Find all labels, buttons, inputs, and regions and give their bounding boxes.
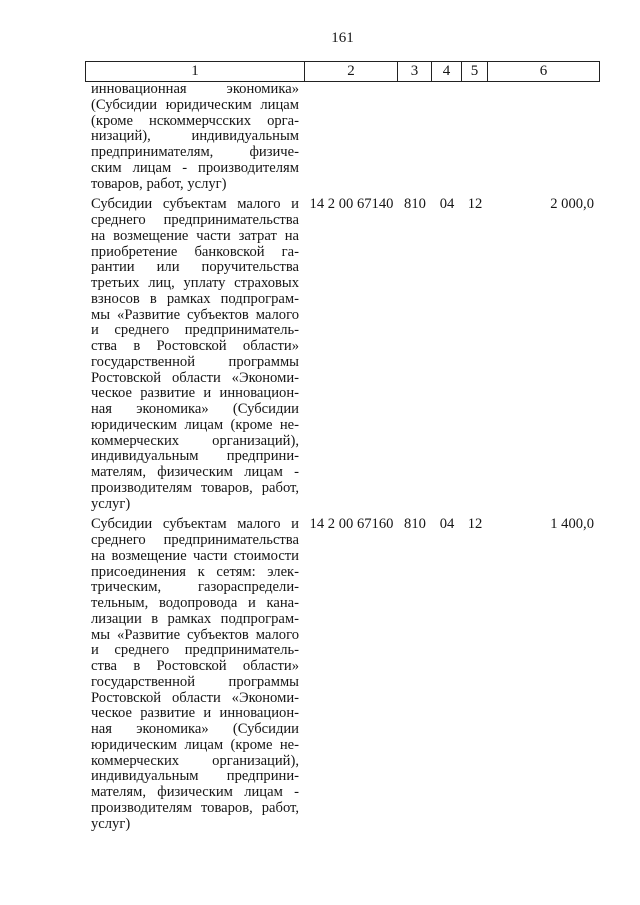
description-line: ная экономика» (Субсидии <box>91 721 299 737</box>
table-row <box>85 82 600 192</box>
description-line: присоединения к сетям: элек- <box>91 563 299 580</box>
row-description <box>85 197 305 512</box>
description-line: ческое развитие и инновацион- <box>91 385 299 402</box>
pr-code <box>462 82 488 192</box>
description-line: юридическим лицам (кроме не- <box>91 736 299 753</box>
description-line: ческое развитие и инновацион- <box>91 705 299 722</box>
rz-code <box>432 82 462 192</box>
header-col-5: 5 <box>462 61 488 82</box>
description-line: на возмещение части затрат на <box>91 227 299 244</box>
description-line: и среднего предприниматель- <box>91 322 299 339</box>
row-description <box>85 517 305 832</box>
amount: 1 400,0 <box>550 516 594 533</box>
description-line: государственной программы <box>91 673 299 690</box>
pr-code: 12 <box>467 516 483 533</box>
description-line: Субсидии субъектам малого и <box>91 516 299 533</box>
kcsr-code: 14 2 00 67160 <box>309 516 394 533</box>
description-line: ским лицам - производителям <box>91 159 299 176</box>
header-col-3: 3 <box>398 61 432 82</box>
amount <box>488 82 600 192</box>
description-line: третьих лиц, уплату страховых <box>91 275 299 291</box>
rz-code: 04 <box>439 196 455 213</box>
description-line: государственной программы <box>91 353 299 370</box>
description-line: тельным, водопровода и кана- <box>91 595 299 611</box>
description-line: индивидуальным предприни- <box>91 448 299 465</box>
kcsr-code: 14 2 00 67140 <box>309 196 394 213</box>
vr-code: 810 <box>404 196 426 213</box>
description-line: мателям, физическим лицам - <box>91 464 299 480</box>
description-line: коммерческих организаций), <box>91 752 299 769</box>
description-line: мы «Развитие субъектов малого <box>91 306 299 323</box>
row-description <box>85 82 305 192</box>
kcsr-code <box>305 82 398 192</box>
description-line: предпринимателям, физиче- <box>91 144 299 160</box>
description-line: взносов в рамках подпрограм- <box>91 290 299 307</box>
description-line: мателям, физическим лицам - <box>91 784 299 800</box>
description-line: низаций), индивидуальным <box>91 128 299 145</box>
description-line: трическим, газораспредели- <box>91 579 299 596</box>
description-line: мы «Развитие субъектов малого <box>91 626 299 643</box>
amount: 2 000,0 <box>550 196 594 213</box>
rz-code: 04 <box>439 516 455 533</box>
description-line: ства в Ростовской области» <box>91 658 299 674</box>
header-col-2: 2 <box>305 61 398 82</box>
vr-code: 810 <box>404 516 426 533</box>
description-line: юридическим лицам (кроме не- <box>91 416 299 433</box>
description-line: (Субсидии юридическим лицам <box>91 96 299 113</box>
table-row <box>85 512 600 832</box>
description-line: среднего предпринимательства <box>91 212 299 228</box>
description-line: коммерческих организаций), <box>91 432 299 449</box>
description-line: ная экономика» (Субсидии <box>91 401 299 417</box>
description-line: услуг) <box>91 495 131 512</box>
description-line: приобретение банковской га- <box>91 243 299 260</box>
description-line: ства в Ростовской области» <box>91 338 299 354</box>
description-line: товаров, работ, услуг) <box>91 175 227 192</box>
description-line: (кроме нскоммерчсских орга- <box>91 112 299 129</box>
budget-table <box>85 61 600 832</box>
description-line: инновационная экономика» <box>91 81 299 97</box>
table-header-row <box>85 61 600 82</box>
description-line: производителям товаров, работ, <box>91 479 299 496</box>
pr-code: 12 <box>467 196 483 213</box>
description-line: и среднего предприниматель- <box>91 642 299 659</box>
description-line: лизации в рамках подпрограм- <box>91 610 299 627</box>
description-line: Ростовской области «Экономи- <box>91 369 299 386</box>
description-line: индивидуальным предприни- <box>91 768 299 785</box>
description-line: услуг) <box>91 815 131 832</box>
header-col-4: 4 <box>432 61 462 82</box>
description-line: Субсидии субъектам малого и <box>91 196 299 213</box>
description-line: на возмещение части стоимости <box>91 547 299 564</box>
description-line: среднего предпринимательства <box>91 532 299 548</box>
description-line: Ростовской области «Экономи- <box>91 689 299 706</box>
description-line: рантии или поручительства <box>91 259 299 276</box>
vr-code <box>398 82 432 192</box>
page-number: 161 <box>331 30 354 46</box>
table-row <box>85 192 600 512</box>
header-col-1: 1 <box>85 61 305 82</box>
description-line: производителям товаров, работ, <box>91 799 299 816</box>
header-col-6: 6 <box>488 61 600 82</box>
